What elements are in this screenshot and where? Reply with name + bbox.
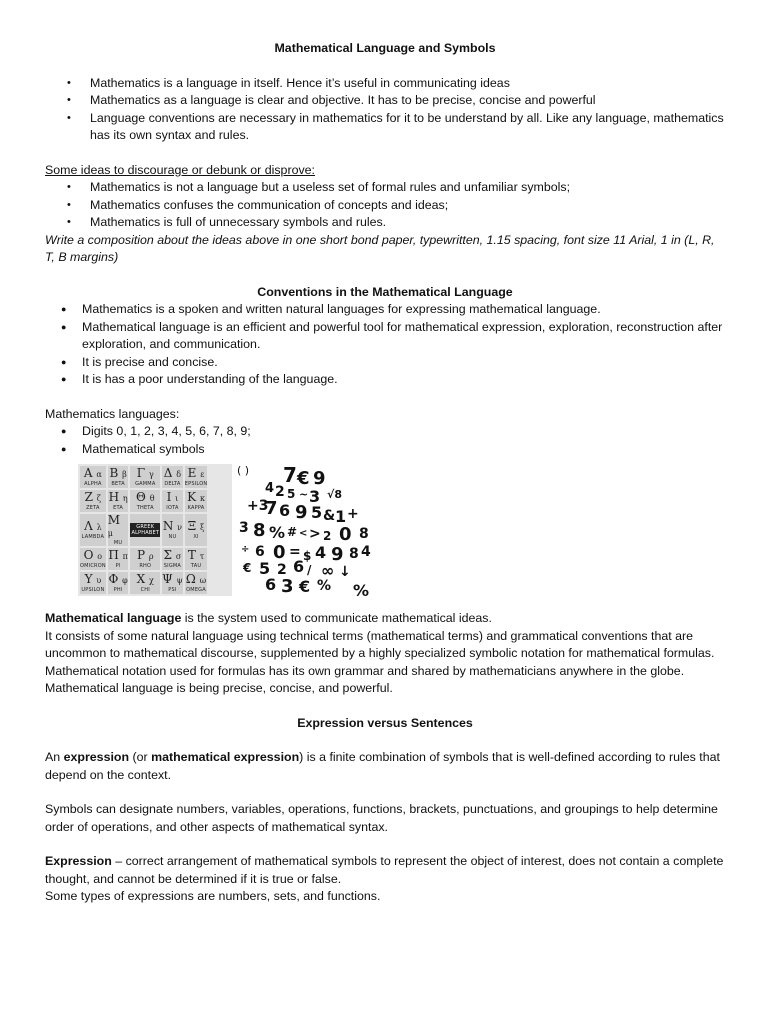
svg-text:5: 5 [259,559,271,578]
greek-letter-cell [185,490,208,512]
greek-letter-cell [108,572,129,594]
list-item: ● Digits 0, 1, 2, 3, 4, 5, 6, 7, 8, 9; [45,423,725,441]
svg-text:2: 2 [275,484,285,500]
greek-upper: Ζ [84,490,93,504]
greek-letter-cell [209,572,230,594]
greek-upper: Ρ [136,548,146,562]
bold-term: mathematical expression [151,750,300,764]
svg-text:/: / [307,563,312,577]
greek-upper: Φ [108,572,119,586]
greek-lower: ψ [176,576,183,585]
greek-lower: υ [96,576,102,585]
greek-letter-cell [209,514,230,546]
greek-letter-cell [108,514,129,546]
greek-letter-cell [209,548,230,570]
greek-upper: Δ [163,466,173,480]
greek-upper: Π [108,548,119,562]
para-symbols: Symbols can designate numbers, variables, operations, functions, brackets, punctuations, and groupings to help determine order of operations, and other aspects of mathematical syntax. [45,802,718,834]
greek-letter-cell [162,548,183,570]
greek-letter-cell [130,548,160,570]
list-item: ● It is has a poor understanding of the language. [45,371,725,389]
svg-text:6: 6 [265,575,277,594]
greek-upper: Ψ [162,572,173,586]
list-item: • Mathematics is not a language but a useless set of formal rules and unfamiliar symbols; [45,179,725,197]
svg-text:4: 4 [361,544,371,560]
greek-letter-cell [209,490,230,512]
list-item: • Mathematics is a language in itself. Hence it’s useful in communicating ideas [45,75,725,93]
svg-text:%: % [317,578,332,594]
greek-lower: ρ [148,552,154,561]
greek-upper: Ι [166,490,172,504]
intro-list [45,75,725,145]
svg-text:3: 3 [239,520,249,536]
list-item: ● It is precise and concise. [45,354,725,372]
list-item: • Language conventions are necessary in mathematics for it to be understand by all. Like any language, mathematics has its own syntax and rules. [45,110,725,145]
bold-term: expression [63,750,130,764]
svg-text:÷: ÷ [241,544,250,555]
svg-text:9: 9 [295,502,308,523]
greek-letter-cell [80,466,106,488]
svg-text:=: = [289,544,301,560]
greek-name: PHI [113,587,123,593]
greek-name: IOTA [166,505,179,511]
greek-upper: Τ [187,548,196,562]
greek-lower: ξ [199,523,205,532]
greek-upper: Θ [136,490,146,504]
greek-name: PSI [168,587,177,593]
discourage-heading: Some ideas to discourage or debunk or disprove: [45,162,315,177]
para-expression-def [45,853,725,888]
svg-text:$: $ [303,549,312,563]
para-text: (or [129,750,152,764]
greek-lower: λ [96,523,102,532]
languages-heading: Mathematics languages: [45,406,180,421]
svg-text:>: > [309,526,321,542]
svg-text:2: 2 [323,529,332,543]
svg-text:7: 7 [283,463,297,487]
greek-upper: Ε [187,466,197,480]
greek-lower: γ [148,470,154,479]
para-precise: Mathematical language is being precise, concise, and powerful. [45,681,393,695]
list-item: • Mathematics is full of unnecessary symbols and rules. [45,214,725,232]
svg-text:∞: ∞ [321,561,335,580]
greek-upper: Ω [185,572,196,586]
greek-letter-cell [209,466,230,488]
list-item: ● Mathematical symbols [45,441,725,459]
list-item: ● Mathematics is a spoken and written natural languages for expressing mathematical language. [45,301,725,319]
greek-lower: χ [149,576,154,585]
para-types: Some types of expressions are numbers, sets, and functions. [45,889,381,903]
svg-text:+3: +3 [247,498,269,514]
greek-name: OMICRON [80,563,106,569]
svg-text:8: 8 [253,520,266,541]
greek-letter-cell [162,572,183,594]
greek-name: KAPPA [187,505,205,511]
languages-list [45,423,725,458]
svg-text:3: 3 [281,576,294,597]
svg-text:4: 4 [315,543,327,562]
svg-text:1: 1 [335,507,347,526]
expr-heading: Expression versus Sentences [297,715,473,730]
greek-lower: ε [200,470,205,479]
svg-text:2: 2 [277,562,287,578]
greek-letter-cell [130,490,160,512]
svg-text:<: < [299,528,308,539]
greek-upper: Ξ [187,519,197,533]
greek-name: CHI [140,587,150,593]
bold-term: Expression [45,854,112,868]
assignment-text: Write a composition about the ideas above in one short bond paper, typewritten, 1.15 spacing, font size 11 Arial, 1 in (L, R, T, B margins) [45,232,715,264]
greek-name: MU [113,540,123,546]
greek-name: BETA [111,481,125,487]
greek-upper: Χ [136,572,146,586]
svg-text:0: 0 [273,542,286,563]
para-math-language [45,610,725,628]
para-expression [45,749,725,784]
greek-lower: ω [199,576,207,585]
svg-text:5: 5 [287,487,296,501]
greek-lower: η [122,494,128,503]
doc-title: Mathematical Language and Symbols [274,41,496,55]
list-item: ● Mathematical language is an efficient and powerful tool for mathematical expression, exploration, reconstruction after exploration, and communication. [45,319,725,354]
svg-text:↓: ↓ [339,564,351,580]
greek-name: ZETA [86,505,100,511]
greek-letter-cell [130,514,160,546]
svg-text:6: 6 [279,501,291,520]
svg-text:( ): ( ) [237,464,250,477]
conventions-list [45,301,725,389]
greek-letter-cell [80,548,106,570]
svg-text:€: € [299,577,311,596]
greek-letter-cell [80,514,106,546]
svg-text:0: 0 [339,524,352,545]
greek-name: THETA [136,505,154,511]
greek-letter-cell [162,490,183,512]
greek-name: RHO [139,563,152,569]
list-item: • Mathematics as a language is clear and objective. It has to be precise, concise and powerful [45,92,725,110]
greek-alphabet-image [78,464,232,596]
greek-letter-cell [162,514,183,546]
greek-upper: Η [108,490,120,504]
greek-lower: μ [107,529,113,538]
svg-text:€: € [297,468,310,489]
numbers-cloud-image [235,460,385,598]
greek-name: NU [168,534,177,540]
greek-letter-cell [108,490,129,512]
symbols-figures [45,464,725,604]
greek-letter-cell [185,466,208,488]
para-notation: Mathematical notation used for formulas has its own grammar and shared by mathematicians anywhere in the globe. [45,663,685,678]
bold-term: Mathematical language [45,611,182,625]
svg-text:€: € [243,561,252,575]
para-text: – correct arrangement of mathematical symbols to represent the object of interest, does not contain a complete thought, and cannot be determined if it is true or false. [45,854,724,886]
svg-text:%: % [269,523,286,542]
greek-lower: τ [199,552,205,561]
greek-name: XI [193,534,199,540]
greek-letter-cell [162,466,183,488]
svg-text:&: & [323,508,336,524]
greek-letter-cell [80,490,106,512]
svg-text:3: 3 [309,487,321,506]
svg-text:9: 9 [331,544,344,565]
greek-lower: ι [175,494,179,503]
greek-letter-cell [185,548,208,570]
greek-name: DELTA [164,481,181,487]
greek-letter-cell [130,572,160,594]
greek-name: TAU [190,563,202,569]
greek-name: PI [115,563,121,569]
svg-text:4: 4 [265,481,275,496]
greek-upper: Σ [163,548,173,562]
greek-lower: σ [175,552,182,561]
greek-name: OMEGA [186,587,206,593]
para-text: An [45,750,64,764]
greek-name: UPSILON [81,587,105,593]
greek-name: EPSILON [184,481,208,487]
svg-text:√8: √8 [327,488,342,501]
svg-text:+: + [347,506,359,522]
greek-lower: ζ [96,494,102,503]
greek-upper: Υ [84,572,93,586]
greek-lower: α [96,470,102,479]
greek-name: SIGMA [163,563,182,569]
svg-text:5: 5 [311,503,323,522]
greek-name: ALPHA [84,481,102,487]
greek-name: GREEK ALPHABET [131,524,160,536]
greek-letter-cell [108,466,129,488]
discourage-list [45,179,725,232]
greek-upper: Ο [83,548,94,562]
greek-lower: φ [122,576,128,585]
svg-text:9: 9 [313,468,326,489]
svg-text:8: 8 [349,546,359,562]
greek-name: GAMMA [135,481,156,487]
greek-letter-cell [80,572,106,594]
greek-lower: ν [177,523,183,532]
svg-text:~: ~ [299,488,309,501]
greek-upper: Μ [107,513,121,527]
greek-upper: Β [109,466,119,480]
svg-text:6: 6 [255,544,265,560]
greek-lower: ο [97,552,103,561]
para-text: is the system used to communicate mathematical ideas. [181,611,492,625]
greek-upper: Κ [187,490,197,504]
greek-lower: β [122,470,127,479]
greek-upper: Γ [136,466,146,480]
conventions-heading: Conventions in the Mathematical Language [257,284,513,299]
list-item: • Mathematics confuses the communication of concepts and ideas; [45,197,725,215]
greek-upper: Ν [162,519,174,533]
greek-lower: θ [149,494,155,503]
greek-lower: κ [199,494,205,503]
para-consists: It consists of some natural language using technical terms (mathematical terms) and grammatical conventions that are uncommon to mathematical discourse, supplemented by a highly specialized symbolic notation for mathematical formulas. [45,628,715,660]
svg-text:7: 7 [265,498,278,519]
greek-upper: Α [83,466,93,480]
greek-upper: Λ [84,519,93,533]
greek-letter-cell [185,514,208,546]
svg-text:6: 6 [293,557,305,576]
greek-lower: δ [176,470,182,479]
greek-name: ETA [113,505,124,511]
greek-letter-cell [108,548,129,570]
greek-lower: π [122,552,128,561]
greek-letter-cell [130,466,160,488]
greek-letter-cell [185,572,208,594]
svg-text:#: # [287,525,298,539]
svg-text:%: % [353,581,370,598]
greek-name: LAMBDA [81,534,105,540]
para-text: ) is a finite combination of symbols that is well-defined according to rules that depend on the context. [45,750,720,782]
document-page [45,40,725,906]
svg-text:8: 8 [359,526,369,542]
